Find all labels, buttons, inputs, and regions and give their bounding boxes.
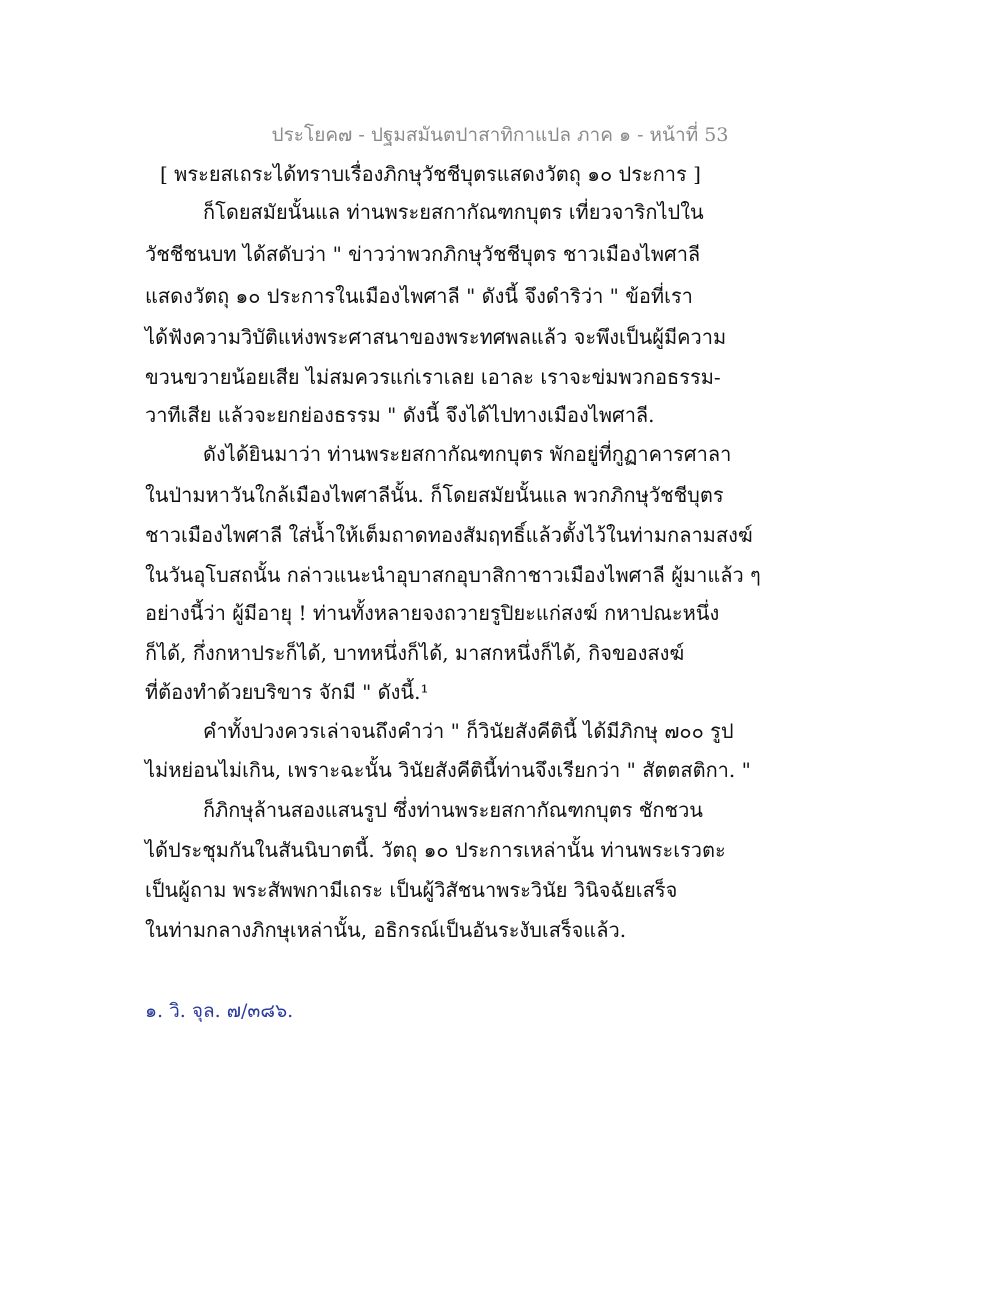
body-line: ชาวเมืองไพศาลี ใส่น้ำให้เต็มถาดทองสัมฤทธิ์แล้วตั้งไว้ในท่ามกลามสงฆ์ — [145, 523, 753, 547]
body-line: ดังได้ยินมาว่า ท่านพระยสกากัณฑกบุตร พักอยู่ที่กูฏาคารศาลา — [203, 442, 732, 466]
body-line: วัชชีชนบท ได้สดับว่า " ข่าวว่าพวกภิกษุวัชชีบุตร ชาวเมืองไพศาลี — [145, 242, 701, 266]
body-line: ขวนขวายน้อยเสีย ไม่สมควรแก่เราเลย เอาละ เราจะข่มพวกอธรรม- — [145, 365, 721, 389]
body-line: ก็ภิกษุล้านสองแสนรูป ซึ่งท่านพระยสกากัณฑกบุตร ชักชวน — [203, 798, 703, 822]
body-line: แสดงวัตถุ ๑๐ ประการในเมืองไพศาลี " ดังนี้ จึงดำริว่า " ข้อที่เรา — [145, 284, 693, 308]
body-line: ก็โดยสมัยนั้นแล ท่านพระยสกากัณฑกบุตร เที่ยวจาริกไปใน — [203, 200, 704, 224]
body-line: ไม่หย่อนไม่เกิน, เพราะฉะนั้น วินัยสังคีตินี้ท่านจึงเรียกว่า " สัตตสติกา. " — [145, 758, 751, 782]
body-line: คำทั้งปวงควรเล่าจนถึงคำว่า " ก็วินัยสังคีตินี้ ได้มีภิกษุ ๗๐๐ รูป — [203, 719, 734, 743]
body-line: ในท่ามกลางภิกษุเหล่านั้น, อธิกรณ์เป็นอันระงับเสร็จแล้ว. — [145, 918, 627, 942]
page-header-text: ประโยค๗ - ปฐมสมันตปาสาทิกาแปล ภาค ๑ - หน้าที่ 53 — [271, 124, 729, 146]
body-line: อย่างนี้ว่า ผู้มีอายุ ! ท่านทั้งหลายจงถวายรูปิยะแก่สงฆ์ กหาปณะหนึ่ง — [145, 601, 720, 625]
footnote: ๑. วิ. จุล. ๗/๓๘๖. — [145, 1000, 294, 1022]
body-line: ได้ฟังความวิบัติแห่งพระศาสนาของพระทศพลแล้ว จะพึงเป็นผู้มีความ — [145, 325, 727, 349]
page-header — [0, 120, 1000, 150]
body-line: เป็นผู้ถาม พระสัพพกามีเถระ เป็นผู้วิสัชนาพระวินัย วินิจฉัยเสร็จ — [145, 878, 678, 902]
body-line: ในวันอุโบสถนั้น กล่าวแนะนำอุบาสกอุบาสิกาชาวเมืองไพศาลี ผู้มาแล้ว ๆ — [145, 563, 761, 587]
body-line: ก็ได้, กึ่งกหาประก็ได้, บาทหนึ่งก็ได้, มาสกหนึ่งก็ได้, กิจของสงฆ์ — [145, 641, 685, 665]
body-line: ได้ประชุมกันในสันนิบาตนี้. วัตถุ ๑๐ ประการเหล่านั้น ท่านพระเรวตะ — [145, 838, 726, 862]
section-title: [ พระยสเถระได้ทราบเรื่องภิกษุวัชชีบุตรแสดงวัตถุ ๑๐ ประการ ] — [160, 162, 701, 186]
body-line: ในป่ามหาวันใกล้เมืองไพศาลีนั้น. ก็โดยสมัยนั้นแล พวกภิกษุวัชชีบุตร — [145, 483, 724, 507]
body-line: วาทีเสีย แล้วจะยกย่องธรรม " ดังนี้ จึงได้ไปทางเมืองไพศาลี. — [145, 403, 655, 427]
body-line: ที่ต้องทำด้วยบริขาร จักมี " ดังนี้.¹ — [145, 680, 429, 704]
